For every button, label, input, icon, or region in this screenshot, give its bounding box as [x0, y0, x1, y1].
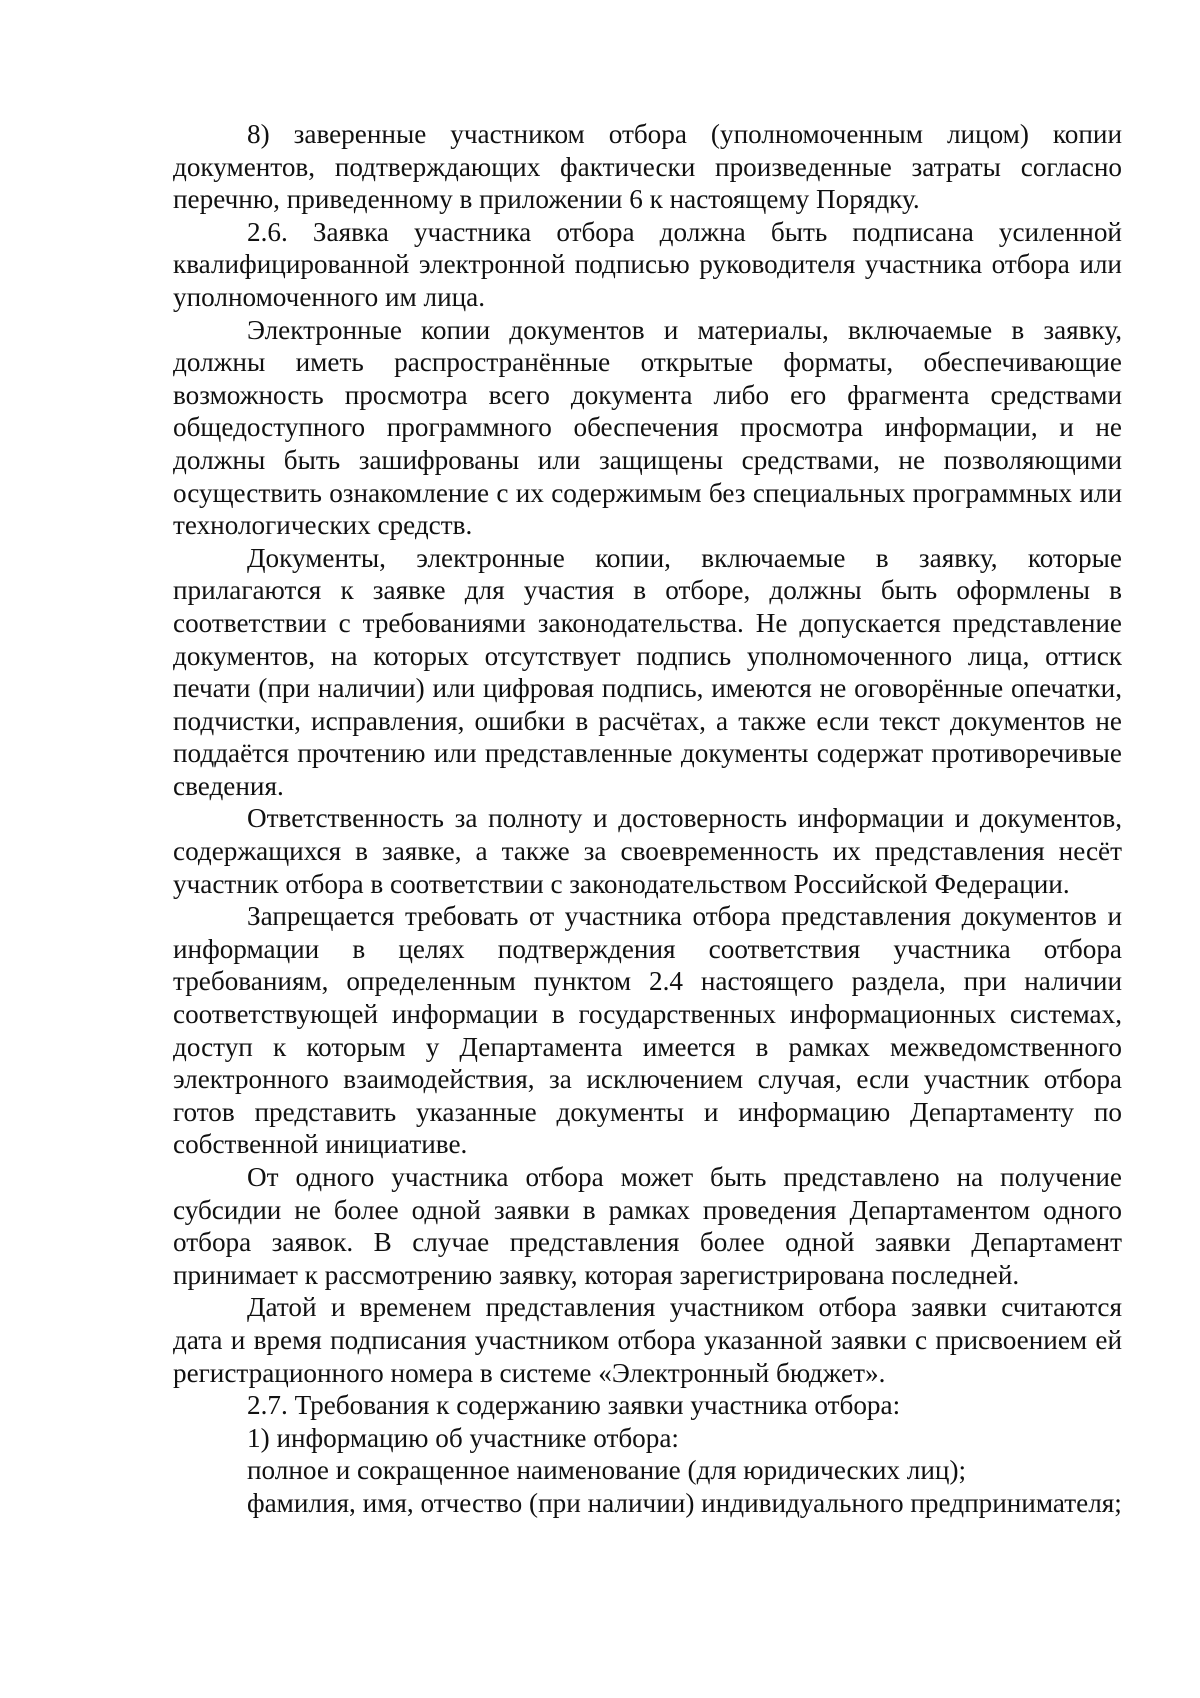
paragraph-documents-requirements: Документы, электронные копии, включаемые в заявку, которые прилагаются к заявке для участия в отборе, должны быть оформлены в соответствии с требованиями законодательства. Не допускается представление документов, на которых отсутствует подпись уполномоченного лица, оттиск печати (при наличии) или цифровая подпись, имеются не оговорённые опечатки, подчистки, исправления, ошибки в расчётах, а также если текст документов не поддаётся прочтению или представленные документы содержат противоречивые сведения. — [173, 542, 1122, 801]
paragraph-item-8-certified-copies: 8) заверенные участником отбора (уполномоченным лицом) копии документов, подтверждающих фактически произведенные затраты согласно перечню, приведенному в приложении 6 к настоящему Порядку. — [173, 119, 1122, 215]
paragraph-full-short-name: полное и сокращенное наименование (для юридических лиц); — [247, 1455, 967, 1486]
document-body — [173, 118, 1122, 1520]
paragraph-responsibility: Ответственность за полноту и достоверность информации и документов, содержащихся в заявке, а также за своевременность их представления несёт участник отбора в соответствии с законодательством Российской Федерации. — [173, 803, 1122, 899]
paragraph-entrepreneur-name: фамилия, имя, отчество (при наличии) индивидуального предпринимателя; — [247, 1487, 1122, 1518]
paragraph-item-1-participant-info: 1) информацию об участнике отбора: — [247, 1422, 679, 1453]
paragraph-2-7-content-requirements: 2.7. Требования к содержанию заявки участника отбора: — [247, 1390, 901, 1421]
paragraph-prohibition: Запрещается требовать от участника отбора представления документов и информации в целях подтверждения соответствия участника отбора требованиям, определенным пунктом 2.4 настоящего раздела, при наличии соответствующей информации в государственных информационных системах, доступ к которым у Департамента имеется в рамках межведомственного электронного взаимодействия, за исключением случая, если участник отбора готов представить указанные документы и информацию Департаменту по собственной инициативе. — [173, 901, 1122, 1160]
paragraph-one-application-limit: От одного участника отбора может быть представлено на получение субсидии не более одной заявки в рамках проведения Департаментом одного отбора заявок. В случае представления более одной заявки Департамент принимает к рассмотрению заявку, которая зарегистрирована последней. — [173, 1162, 1122, 1290]
paragraph-2-6-signature: 2.6. Заявка участника отбора должна быть подписана усиленной квалифицированной электронной подписью руководителя участника отбора или уполномоченного им лица. — [173, 216, 1122, 312]
paragraph-electronic-copies-formats: Электронные копии документов и материалы, включаемые в заявку, должны иметь распространённые открытые форматы, обеспечивающие возможность просмотра всего документа либо его фрагмента средствами общедоступного программного обеспечения просмотра информации, и не должны быть зашифрованы или защищены средствами, не позволяющими осуществить ознакомление с их содержимым без специальных программных или технологических средств. — [173, 314, 1122, 541]
paragraph-submission-date-time: Датой и временем представления участником отбора заявки считаются дата и время подписания участником отбора указанной заявки с присвоением ей регистрационного номера в системе «Электронный бюджет». — [173, 1292, 1122, 1388]
